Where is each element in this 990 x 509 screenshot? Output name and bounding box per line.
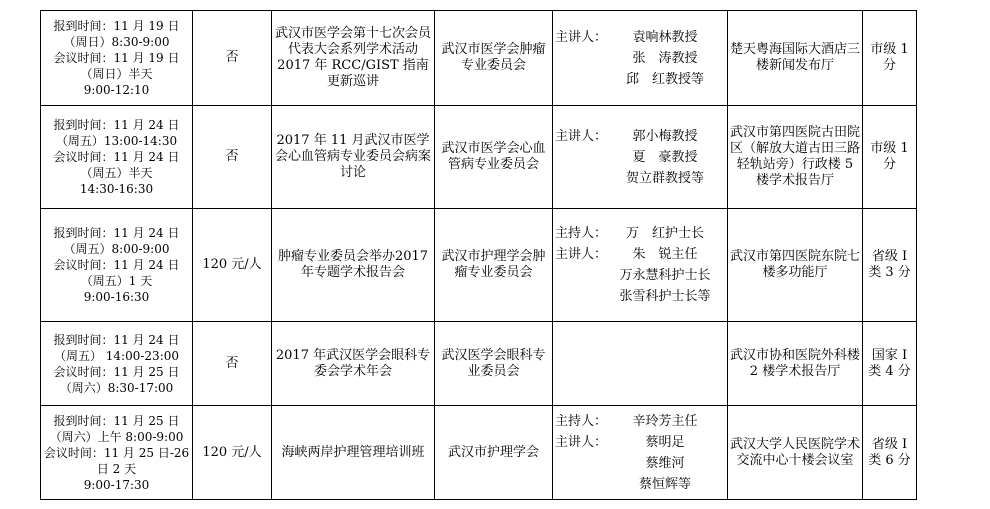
title-cell-text: 武汉市医学会第十七次会员代表大会系列学术活动2017 年 RCC/GIST 指南更新巡讲 <box>274 26 431 89</box>
speaker-line <box>555 126 725 147</box>
title-cell-text: 海峡两岸护理管理培训班 <box>281 444 425 460</box>
time-line: 9:00-17:30 <box>83 477 150 492</box>
time-line: （周六）8:30-17:00 <box>59 380 174 395</box>
speaker-name: 万永慧科护士长 <box>619 268 711 283</box>
time-line: 会议时间：11 月 24 日 <box>53 258 180 272</box>
time-line: （周五）8:00-9:00 <box>63 242 170 256</box>
fee-cell-text: 120 元/人 <box>202 257 262 272</box>
speaker-role <box>555 286 605 307</box>
time-cell <box>41 11 193 106</box>
time-line: 报到时间：11 月 25 日 <box>53 413 180 428</box>
speaker-line <box>555 453 725 474</box>
speaker-line <box>555 286 725 307</box>
credit-cell-text: 市级 1 分 <box>870 42 909 73</box>
speaker-name: 朱 锐主任 <box>632 247 698 262</box>
speaker-line <box>555 223 725 244</box>
time-line: 会议时间：11 月 25 日 <box>53 364 180 379</box>
time-line: （周五）1 天 <box>80 274 153 288</box>
fee-cell <box>193 106 272 209</box>
time-line: （周五）13:00-14:30 <box>55 134 178 148</box>
speaker-role <box>555 168 605 189</box>
fee-cell-text: 120 元/人 <box>202 444 262 460</box>
fee-cell <box>193 209 272 322</box>
credit-cell-text: 国家 I 类 4 分 <box>868 347 911 379</box>
speaker-role: 主讲人： <box>555 247 608 262</box>
time-line: 报到时间：11 月 24 日 <box>53 118 180 132</box>
speaker-line <box>555 432 725 453</box>
speaker-line <box>555 48 725 69</box>
organizer-cell <box>435 209 553 322</box>
speaker-name: 蔡明足 <box>645 434 685 450</box>
time-cell <box>41 209 193 322</box>
time-line: （周五）半天 <box>80 166 153 180</box>
speaker-name: 蔡维河 <box>645 455 685 471</box>
fee-cell-text: 否 <box>225 149 239 164</box>
organizer-cell-text: 武汉医学会眼科专业委员会 <box>441 347 546 379</box>
speaker-role <box>555 265 605 286</box>
speaker-role: 主持人： <box>555 226 608 241</box>
fee-cell-text: 否 <box>225 355 239 371</box>
credit-cell <box>863 106 917 209</box>
title-cell <box>272 209 435 322</box>
table-row <box>41 406 917 500</box>
speakers-cell <box>553 106 728 209</box>
venue-cell <box>728 106 863 209</box>
speaker-name: 万 红护士长 <box>625 226 704 241</box>
table-row <box>41 209 917 322</box>
speaker-line <box>555 474 725 495</box>
speakers-cell <box>553 322 728 406</box>
venue-cell <box>728 406 863 500</box>
venue-cell-text: 武汉大学人民医院学术交流中心十楼会议室 <box>730 436 861 468</box>
time-line: 会议时间：11 月 25 日-26 <box>43 445 190 460</box>
speaker-name: 郭小梅教授 <box>632 128 698 144</box>
speaker-name: 邱 红教授等 <box>625 71 704 87</box>
speaker-name: 贺立群教授等 <box>625 170 704 186</box>
title-cell <box>272 322 435 406</box>
fee-cell <box>193 406 272 500</box>
speakers-cell <box>553 11 728 106</box>
title-cell-text: 2017 年 11 月武汉市医学会心血管病专业委员会病案讨论 <box>274 133 431 180</box>
title-cell <box>272 406 435 500</box>
time-line: 会议时间：11 月 24 日 <box>53 150 180 164</box>
speaker-role: 主持人： <box>555 413 608 429</box>
time-line: 9:00-12:10 <box>83 83 150 97</box>
time-line: （周六）上午 8:00-9:00 <box>49 429 184 444</box>
speakers-cell <box>553 406 728 500</box>
fee-cell-text: 否 <box>225 50 239 65</box>
time-line: 9:00-16:30 <box>83 290 150 304</box>
speaker-name: 张 涛教授 <box>632 50 698 66</box>
speaker-line <box>555 265 725 286</box>
organizer-cell-text: 武汉市医学会肿瘤专业委员会 <box>441 42 546 73</box>
venue-cell-text: 武汉市第四医院东院七楼多功能厅 <box>730 249 861 280</box>
venue-cell <box>728 209 863 322</box>
credit-cell-text: 省级 I 类 6 分 <box>868 436 911 468</box>
venue-cell-text: 武汉市第四医院古田院区（解放大道古田三路轻轨站旁）行政楼 5 楼学术报告厅 <box>730 125 861 188</box>
credit-cell <box>863 209 917 322</box>
speaker-role <box>555 474 605 495</box>
title-cell <box>272 11 435 106</box>
speaker-role: 主讲人： <box>555 434 608 450</box>
title-cell-text: 肿瘤专业委员会举办2017 年专题学术报告会 <box>277 249 429 280</box>
time-line: 报到时间：11 月 24 日 <box>53 226 180 240</box>
organizer-cell <box>435 406 553 500</box>
title-cell <box>272 106 435 209</box>
organizer-cell-text: 武汉市护理学会肿瘤专业委员会 <box>441 249 546 280</box>
venue-cell <box>728 11 863 106</box>
credit-cell <box>863 322 917 406</box>
speaker-role <box>555 453 605 474</box>
time-cell <box>41 106 193 209</box>
venue-cell-text: 武汉市协和医院外科楼 2 楼学术报告厅 <box>730 347 861 379</box>
credit-cell <box>863 406 917 500</box>
speaker-role <box>555 147 605 168</box>
schedule-table <box>40 10 917 500</box>
speaker-line <box>555 147 725 168</box>
speaker-role <box>555 69 605 90</box>
credit-cell-text: 省级 I 类 3 分 <box>868 249 911 280</box>
organizer-cell-text: 武汉市医学会心血管病专业委员会 <box>441 141 546 172</box>
time-line: 会议时间：11 月 19 日 <box>53 51 180 65</box>
organizer-cell-text: 武汉市护理学会 <box>447 444 539 460</box>
speaker-line <box>555 69 725 90</box>
time-cell <box>41 406 193 500</box>
fee-cell <box>193 322 272 406</box>
time-line: 报到时间：11 月 19 日 <box>53 19 180 33</box>
speaker-name: 辛玲芳主任 <box>632 413 698 429</box>
speakers-cell <box>553 209 728 322</box>
schedule-body <box>41 11 917 500</box>
speaker-name: 夏 豪教授 <box>632 149 698 165</box>
speaker-name: 蔡恒辉等 <box>638 476 691 492</box>
venue-cell <box>728 322 863 406</box>
time-line: 日 2 天 <box>96 461 137 476</box>
time-line: 14:30-16:30 <box>79 182 154 196</box>
time-cell <box>41 322 193 406</box>
speaker-line <box>555 168 725 189</box>
credit-cell-text: 市级 1 分 <box>870 141 909 172</box>
speaker-role: 主讲人： <box>555 128 608 144</box>
title-cell-text: 2017 年武汉医学会眼科专委会学术年会 <box>275 347 431 379</box>
speaker-line <box>555 411 725 432</box>
speaker-line <box>555 244 725 265</box>
organizer-cell <box>435 322 553 406</box>
organizer-cell <box>435 11 553 106</box>
speaker-role: 主讲人： <box>555 29 608 45</box>
organizer-cell <box>435 106 553 209</box>
speaker-line <box>555 27 725 48</box>
venue-cell-text: 楚天粤海国际大酒店三楼新闻发布厅 <box>730 42 861 73</box>
time-line: （周五） 14:00-23:00 <box>53 348 180 363</box>
table-row <box>41 322 917 406</box>
table-row <box>41 106 917 209</box>
time-line: （周日）半天 <box>80 67 153 81</box>
fee-cell <box>193 11 272 106</box>
time-line: 报到时间：11 月 24 日 <box>53 332 180 347</box>
speaker-role <box>555 48 605 69</box>
table-row <box>41 11 917 106</box>
credit-cell <box>863 11 917 106</box>
time-line: （周日）8:30-9:00 <box>63 35 170 49</box>
speaker-name: 张雪科护士长等 <box>619 289 711 304</box>
speaker-name: 袁响林教授 <box>632 29 698 45</box>
